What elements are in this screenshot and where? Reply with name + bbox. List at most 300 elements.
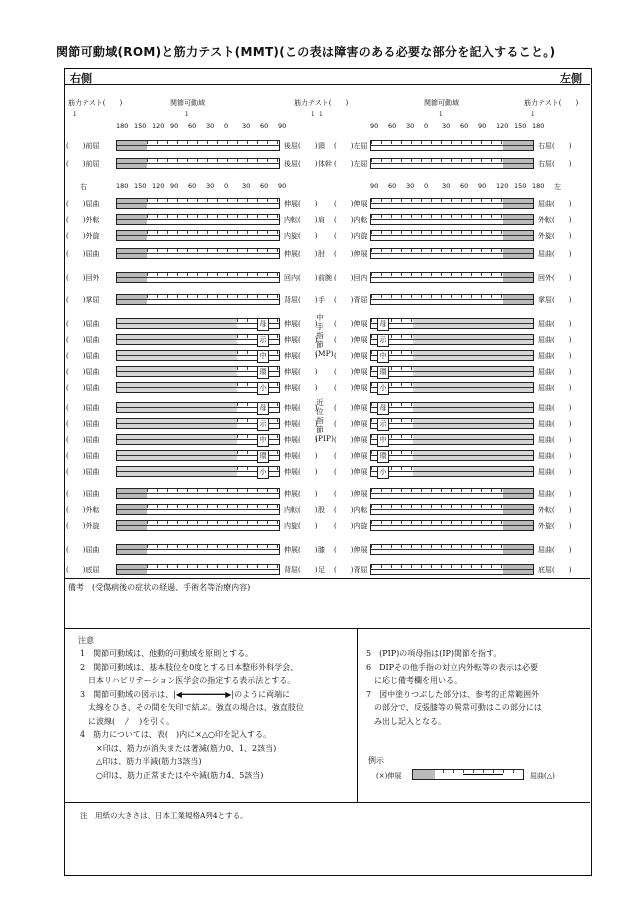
row-mid-label: 伸展( ) [284, 546, 318, 554]
note-line: に応じ備考欄を用いる。 [366, 676, 462, 685]
notes-bottom [64, 802, 590, 803]
scale-tick-right: 120 [152, 182, 165, 190]
joint-label: 頸 [318, 142, 325, 150]
joint-label: 肘 [318, 250, 325, 258]
joint-label: 前腕 [318, 274, 332, 282]
bar-midline [117, 423, 279, 424]
note-line: 日本リハビリテーション医学会の指定する表示法とする。 [80, 676, 296, 685]
notes-left [80, 647, 304, 782]
rom-bar-right [116, 230, 280, 241]
row-right-label-2: 屈曲( ) [538, 200, 572, 208]
rom-bar-left [370, 564, 534, 575]
row-right-label-2: 外旋( ) [538, 232, 572, 240]
scale-tick-left: 120 [496, 122, 509, 130]
rom-bar-right [116, 198, 280, 209]
rom-bar-right [116, 434, 280, 445]
notes-title: 注意 [78, 636, 94, 645]
finger-label: 中 [377, 434, 389, 447]
row-right-label-1: ( )左屈 [334, 142, 368, 150]
scale-tick-left: 90 [370, 182, 379, 190]
bar-midline [117, 387, 279, 388]
row-right-label-1: ( )伸展 [334, 320, 368, 328]
arrow-down-icon: ↓ [438, 110, 444, 118]
row-right-label-1: ( )伸展 [334, 490, 368, 498]
rom-bar-right [116, 418, 280, 429]
row-left-label: ( )掌屈 [66, 296, 100, 304]
note-line: ×印は、筋力が消失または著減(筋力0、1、2該当) [80, 743, 277, 753]
row-mid-label: 伸展( ) [284, 336, 318, 344]
scale-tick-left: 30 [406, 122, 415, 130]
rom-bar-left [370, 544, 534, 555]
rom-label-right: 関節可動域 [424, 99, 459, 107]
finger-label: 示 [377, 334, 389, 347]
bar-midline [117, 163, 279, 164]
row-mid-label: 伸展( ) [284, 320, 318, 328]
rom-bar-left [370, 504, 534, 515]
rom-bar-left [370, 488, 534, 499]
row-right-label-1: ( )伸展 [334, 336, 368, 344]
notes-divider [64, 628, 590, 630]
scale-tick-right: 90 [278, 122, 287, 130]
finger-label: 環 [377, 450, 389, 463]
arrow-down-icon: ↓ [184, 110, 190, 118]
bar-midline [117, 235, 279, 236]
bar-midline [117, 525, 279, 526]
rom-bar-right [116, 272, 280, 283]
row-mid-label: 内旋( ) [284, 232, 318, 240]
rom-bar-left [370, 198, 534, 209]
right-mark: 右 [80, 183, 87, 191]
row-left-label: ( )外転 [66, 506, 100, 514]
scale-tick-right: 90 [170, 122, 179, 130]
row-right-label-1: ( )伸展 [334, 468, 368, 476]
row-right-label-2: 屈曲( ) [538, 368, 572, 376]
row-right-label-2: 底屈( ) [538, 566, 572, 574]
finger-label: 示 [377, 418, 389, 431]
joint-label: 肩 [318, 216, 325, 224]
note-line: 太線をひき、その間を矢印で結ぶ。強直の場合は、強直肢位 [80, 703, 304, 712]
rom-bar-right [116, 366, 280, 377]
footer-note: 注 用紙の大きさは、日本工業規格A列4とする。 [80, 811, 248, 820]
rom-bar-right [116, 564, 280, 575]
note-line: △印は、筋力半減(筋力3該当) [80, 757, 202, 766]
scale-tick-right: 60 [188, 122, 197, 130]
row-mid-label: 内転( ) [284, 216, 318, 224]
row-right-label-1: ( )左屈 [334, 160, 368, 168]
form-sheet [64, 68, 592, 876]
bar-midline [117, 219, 279, 220]
mmt-label-right: 筋力テスト( ) [524, 99, 579, 107]
scale-tick-right: 120 [152, 122, 165, 130]
scale-tick-left: 60 [460, 182, 469, 190]
row-right-label-1: ( )伸展 [334, 352, 368, 360]
rom-bar-right [116, 214, 280, 225]
bar-midline [371, 493, 533, 494]
row-right-label-2: 掌屈( ) [538, 296, 572, 304]
bar-midline [117, 339, 279, 340]
bar-midline [117, 549, 279, 550]
note-line: ○印は、筋力正常またはやや減(筋力4、5該当) [80, 770, 264, 780]
rom-bar-left [370, 214, 534, 225]
rom-bar-left [370, 366, 534, 377]
row-mid-label: 伸展( ) [284, 468, 318, 476]
row-left-label: ( )屈曲 [66, 250, 100, 258]
rom-bar-right [116, 520, 280, 531]
row-right-label-1: ( )伸展 [334, 452, 368, 460]
mp-joint-label: 中手指節(MP) [315, 313, 334, 358]
scale-tick-left: 30 [442, 122, 451, 130]
row-left-label: ( )屈曲 [66, 368, 100, 376]
bar-midline [371, 407, 533, 408]
row-right-label-2: 屈曲( ) [538, 320, 572, 328]
rom-bar-right [116, 158, 280, 169]
row-right-label-2: 外旋( ) [538, 522, 572, 530]
scale-tick-right: 180 [116, 182, 129, 190]
bar-midline [117, 493, 279, 494]
scale-tick-left: 60 [388, 182, 397, 190]
row-right-label-2: 屈曲( ) [538, 490, 572, 498]
bar-midline [371, 253, 533, 254]
example-label: 例示 [368, 756, 384, 765]
arrow-down-icon: ↓ [72, 110, 78, 118]
row-left-label: ( )屈曲 [66, 336, 100, 344]
row-right-label-2: 回外( ) [538, 274, 572, 282]
row-right-label-1: ( )内転 [334, 216, 368, 224]
finger-label: 環 [257, 450, 269, 463]
row-mid-label: 伸展( ) [284, 404, 318, 412]
finger-label: 母 [257, 402, 269, 415]
row-right-label-2: 屈曲( ) [538, 352, 572, 360]
scale-tick-left: 0 [424, 122, 429, 130]
example-left: (×)伸展 [376, 772, 402, 780]
rom-bar-right [116, 402, 280, 413]
mmt-label-mid: 筋力テスト( ) [294, 99, 349, 107]
row-right-label-1: ( )伸展 [334, 546, 368, 554]
rom-bar-left [370, 466, 534, 477]
row-mid-label: 背屈( ) [284, 296, 318, 304]
row-mid-label: 回内( ) [284, 274, 318, 282]
row-left-label: ( )屈曲 [66, 420, 100, 428]
finger-label: 中 [257, 434, 269, 447]
scale-tick-left: 30 [406, 182, 415, 190]
bar-midline [371, 423, 533, 424]
rom-bar-left [370, 350, 534, 361]
note-line: 2 関節可動域は、基本肢位を0度とする日本整形外科学会、 [80, 662, 299, 672]
left-side-label: 左側 [560, 72, 582, 85]
rom-bar-right [116, 350, 280, 361]
bar-midline [371, 439, 533, 440]
rom-bar-left [370, 158, 534, 169]
header-row [64, 68, 590, 85]
mmt-label-left: 筋力テスト( ) [68, 99, 123, 107]
finger-label: 母 [377, 318, 389, 331]
bar-midline [117, 355, 279, 356]
scale-tick-left: 90 [478, 122, 487, 130]
bar-midline [371, 525, 533, 526]
row-left-label: ( )回外 [66, 274, 100, 282]
pip-joint-label: 近位指節(PIP) [315, 398, 334, 443]
scale-tick-right: 150 [134, 122, 147, 130]
joint-label: 体幹 [318, 160, 332, 168]
scale-tick-right: 180 [116, 122, 129, 130]
row-right-label-1: ( )内旋 [334, 232, 368, 240]
bar-midline [371, 387, 533, 388]
bar-midline [371, 455, 533, 456]
scale-tick-left: 60 [388, 122, 397, 130]
joint-label: 膝 [318, 546, 325, 554]
rom-bar-right [116, 488, 280, 499]
rom-bar-right [116, 466, 280, 477]
row-left-label: ( )前屈 [66, 160, 100, 168]
row-left-label: ( )屈曲 [66, 384, 100, 392]
rom-bar-left [370, 402, 534, 413]
note-line: 5 (PIP)の項母指は(IP)関節を指す。 [366, 649, 502, 658]
row-right-label-2: 屈曲( ) [538, 250, 572, 258]
example-bar [412, 769, 524, 780]
rom-bar-right [116, 248, 280, 259]
scale-tick-left: 120 [496, 182, 509, 190]
row-mid-label: 伸展( ) [284, 452, 318, 460]
row-right-label-1: ( )伸展 [334, 200, 368, 208]
bar-midline [371, 299, 533, 300]
right-side-label: 右側 [70, 72, 92, 85]
bar-midline [117, 203, 279, 204]
rom-bar-left [370, 450, 534, 461]
bar-midline [117, 323, 279, 324]
row-right-label-1: ( )伸展 [334, 420, 368, 428]
row-mid-label: 伸展( ) [284, 490, 318, 498]
row-right-label-1: ( )伸展 [334, 384, 368, 392]
row-left-label: ( )外旋 [66, 522, 100, 530]
arrow-down-icon: ↓ ↓ [310, 110, 324, 118]
row-left-label: ( )屈曲 [66, 436, 100, 444]
rom-label-left: 関節可動域 [170, 99, 205, 107]
finger-label: 中 [257, 350, 269, 363]
bar-midline [117, 145, 279, 146]
row-right-label-2: 外転( ) [538, 506, 572, 514]
finger-label: 環 [257, 366, 269, 379]
row-right-label-2: 屈曲( ) [538, 436, 572, 444]
bar-midline [371, 323, 533, 324]
scale-tick-right: 90 [170, 182, 179, 190]
bar-midline [371, 569, 533, 570]
scale-tick-right: 60 [188, 182, 197, 190]
row-left-label: ( )屈曲 [66, 320, 100, 328]
rom-bar-right [116, 294, 280, 305]
row-mid-label: 伸展( ) [284, 384, 318, 392]
row-left-label: ( )外旋 [66, 232, 100, 240]
row-right-label-2: 屈曲( ) [538, 420, 572, 428]
scale-tick-right: 30 [242, 122, 251, 130]
row-right-label-1: ( )内転 [334, 506, 368, 514]
scale-tick-right: 60 [260, 182, 269, 190]
bar-midline [117, 277, 279, 278]
row-mid-label: 伸展( ) [284, 250, 318, 258]
finger-label: 母 [377, 402, 389, 415]
bar-midline [371, 219, 533, 220]
note-line: の部分で、反張膝等の異常可動はこの部分には [366, 703, 542, 712]
bar-midline [371, 355, 533, 356]
scale-tick-left: 150 [514, 182, 527, 190]
note-line: み出し記入となる。 [366, 716, 446, 726]
bar-midline [117, 253, 279, 254]
rom-bar-left [370, 318, 534, 329]
scale-tick-right: 0 [224, 122, 229, 130]
finger-label: 環 [377, 366, 389, 379]
rom-bar-left [370, 294, 534, 305]
bar-midline [371, 371, 533, 372]
scale-tick-left: 90 [478, 182, 487, 190]
row-right-label-2: 屈曲( ) [538, 336, 572, 344]
rom-bar-right [116, 334, 280, 345]
row-right-label-1: ( )伸展 [334, 436, 368, 444]
left-mark: 左 [554, 183, 561, 191]
notes-vertical-divider [357, 628, 358, 802]
rom-bar-right [116, 140, 280, 151]
row-mid-label: 伸展( ) [284, 352, 318, 360]
row-left-label: ( )屈曲 [66, 468, 100, 476]
rom-bar-left [370, 434, 534, 445]
joint-label: 手 [318, 296, 325, 304]
finger-label: 母 [257, 318, 269, 331]
row-left-label: ( )屈曲 [66, 546, 100, 554]
row-mid-label: 伸展( ) [284, 200, 318, 208]
row-right-label-1: ( )伸展 [334, 250, 368, 258]
row-left-label: ( )外転 [66, 216, 100, 224]
rom-bar-left [370, 272, 534, 283]
scale-tick-right: 90 [278, 182, 287, 190]
rom-bar-left [370, 230, 534, 241]
note-line: 3 関節可動域の図示は、|◀━━━━━━━━━▶|のように両端に [80, 689, 291, 699]
scale-tick-right: 0 [224, 182, 229, 190]
bar-midline [117, 569, 279, 570]
finger-label: 小 [377, 382, 389, 395]
row-right-label-2: 屈曲( ) [538, 404, 572, 412]
rom-bar-left [370, 140, 534, 151]
rom-bar-left [370, 382, 534, 393]
scale-tick-right: 30 [206, 122, 215, 130]
note-line: 1 関節可動域は、他動的可動域を原則とする。 [80, 649, 254, 658]
bar-midline [371, 471, 533, 472]
scale-tick-right: 150 [134, 182, 147, 190]
scale-tick-left: 30 [442, 182, 451, 190]
bar-midline [117, 299, 279, 300]
joint-label: 足 [318, 566, 325, 574]
scale-tick-left: 90 [370, 122, 379, 130]
bar-midline [117, 371, 279, 372]
row-mid-label: 伸展( ) [284, 368, 318, 376]
finger-label: 小 [257, 466, 269, 479]
row-mid-label: 内転( ) [284, 506, 318, 514]
row-mid-label: 背屈( ) [284, 566, 318, 574]
rom-bar-left [370, 520, 534, 531]
row-right-label-1: ( )伸展 [334, 368, 368, 376]
scale-tick-right: 60 [260, 122, 269, 130]
row-left-label: ( )屈曲 [66, 452, 100, 460]
scale-tick-left: 0 [424, 182, 429, 190]
scale-tick-left: 180 [532, 182, 545, 190]
bar-midline [371, 509, 533, 510]
row-right-label-2: 屈曲( ) [538, 546, 572, 554]
bar-midline [117, 509, 279, 510]
scale-tick-left: 60 [460, 122, 469, 130]
row-left-label: ( )底屈 [66, 566, 100, 574]
page-title: 関節可動域(ROM)と筋力テスト(MMT)(この表は障害のある必要な部分を記入すること。) [56, 45, 556, 59]
row-mid-label: 後屈( ) [284, 142, 318, 150]
bar-midline [117, 455, 279, 456]
finger-label: 小 [377, 466, 389, 479]
scale-tick-right: 30 [206, 182, 215, 190]
bar-midline [371, 163, 533, 164]
row-right-label-2: 屈曲( ) [538, 452, 572, 460]
row-left-label: ( )前屈 [66, 142, 100, 150]
rom-bar-left [370, 418, 534, 429]
finger-label: 中 [377, 350, 389, 363]
scale-tick-left: 150 [514, 122, 527, 130]
scale-tick-right: 30 [242, 182, 251, 190]
rom-bar-right [116, 504, 280, 515]
row-right-label-2: 屈曲( ) [538, 468, 572, 476]
row-mid-label: 伸展( ) [284, 436, 318, 444]
row-right-label-2: 右屈( ) [538, 160, 572, 168]
bar-midline [371, 203, 533, 204]
row-left-label: ( )屈曲 [66, 352, 100, 360]
row-left-label: ( )屈曲 [66, 404, 100, 412]
row-right-label-1: ( )回内 [334, 274, 368, 282]
row-mid-label: 内旋( ) [284, 522, 318, 530]
joint-label: 股 [318, 506, 325, 514]
finger-label: 示 [257, 334, 269, 347]
notes-right [366, 647, 542, 728]
note-line: 6 DIPその他手指の対立内外転等の表示は必要 [366, 662, 539, 672]
bar-midline [371, 549, 533, 550]
row-right-label-2: 外転( ) [538, 216, 572, 224]
row-right-label-1: ( )伸展 [334, 404, 368, 412]
row-left-label: ( )屈曲 [66, 200, 100, 208]
note-line: 7 図中塗りつぶした部分は、参考的正常範囲外 [366, 689, 540, 699]
rom-bar-right [116, 450, 280, 461]
bar-midline [371, 339, 533, 340]
remarks-text: (受傷病後の症状の経過、手術名等治療内容) [92, 583, 251, 592]
scale-tick-left: 180 [532, 122, 545, 130]
finger-label: 示 [257, 418, 269, 431]
bar-midline [117, 471, 279, 472]
row-right-label-1: ( )背屈 [334, 296, 368, 304]
row-right-label-2: 屈曲( ) [538, 384, 572, 392]
bar-midline [371, 277, 533, 278]
row-right-label-2: 右屈( ) [538, 142, 572, 150]
remarks-label: 備考 [68, 583, 84, 592]
note-line: 4 筋力については、表( )内に×△○印を記入する。 [80, 730, 272, 739]
rom-bar-right [116, 544, 280, 555]
rom-bar-right [116, 318, 280, 329]
note-line: に波線( 〳 )を引く。 [80, 716, 175, 726]
arrow-down-icon: ↓ [530, 110, 536, 118]
row-mid-label: 伸展( ) [284, 420, 318, 428]
example-right: 屈曲(△) [530, 772, 555, 780]
bar-midline [117, 439, 279, 440]
rom-bar-left [370, 248, 534, 259]
bar-midline [371, 145, 533, 146]
bar-midline [371, 235, 533, 236]
row-right-label-1: ( )背屈 [334, 566, 368, 574]
rom-bar-left [370, 334, 534, 345]
bar-midline [117, 407, 279, 408]
row-left-label: ( )屈曲 [66, 490, 100, 498]
row-right-label-1: ( )内旋 [334, 522, 368, 530]
row-mid-label: 後屈( ) [284, 160, 318, 168]
rom-bar-right [116, 382, 280, 393]
